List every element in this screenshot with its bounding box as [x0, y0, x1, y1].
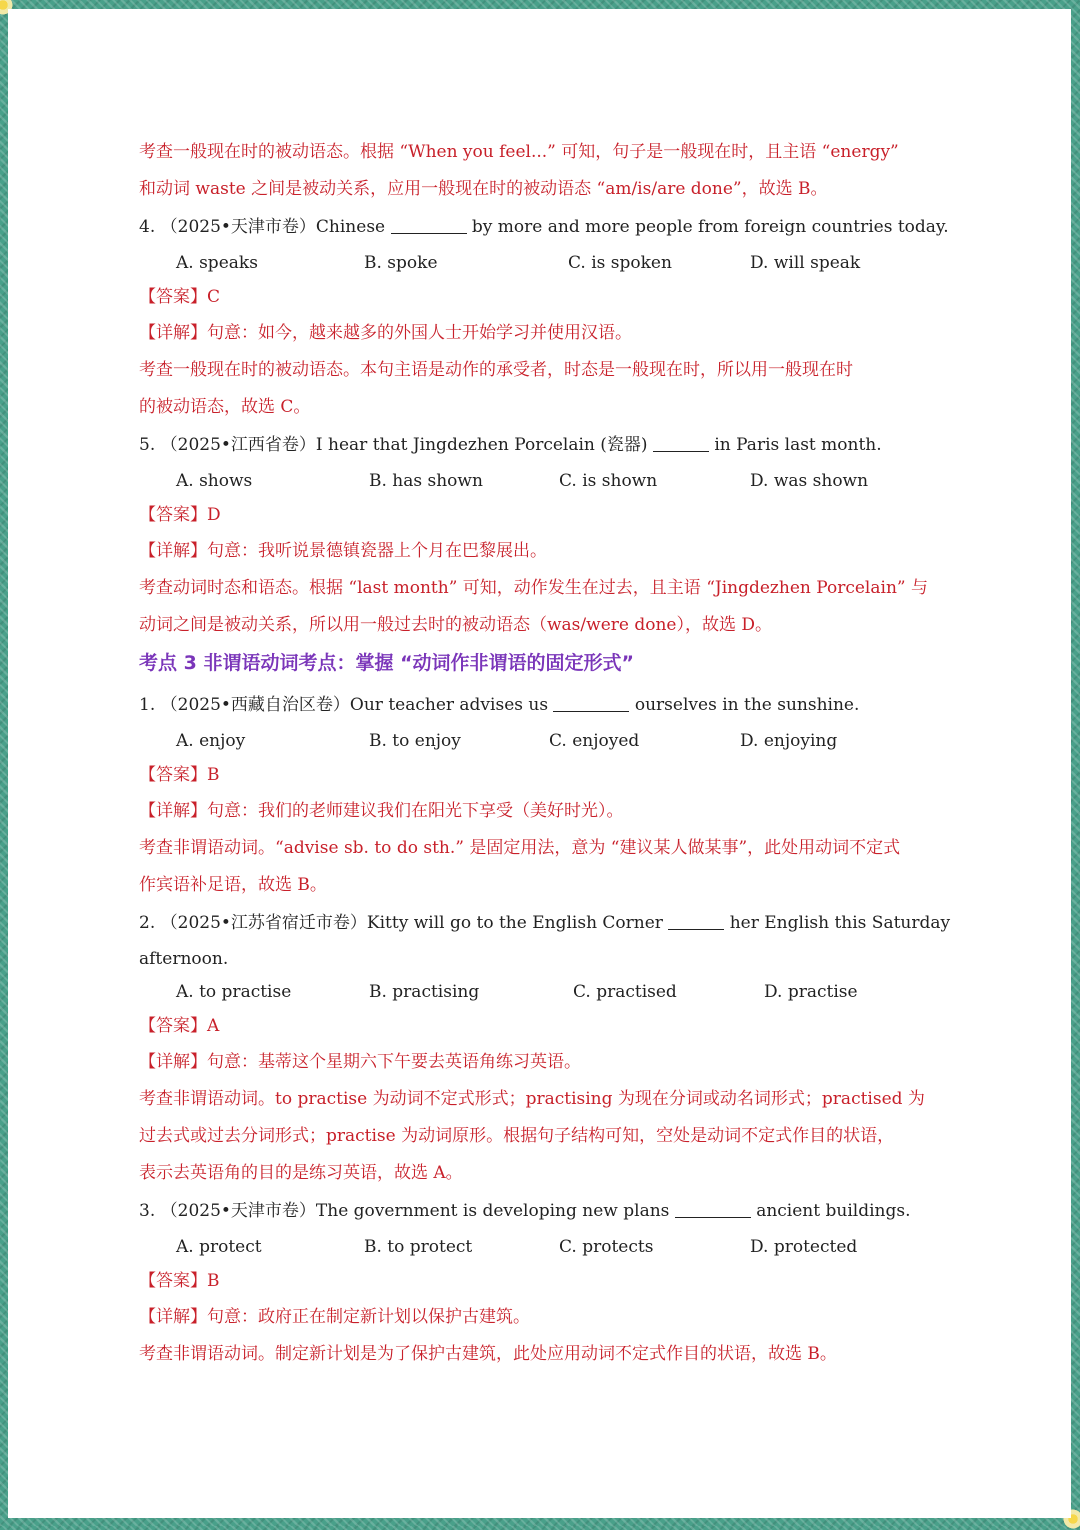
explanation-line: 考查非谓语动词。“advise sb. to do sth.” 是固定用法，意为 “建议某人做某事”，此处用动词不定式 — [139, 838, 901, 858]
explanation-line: 和动词 waste 之间是被动关系，应用一般现在时的被动语态 “am/is/are done”，故选 B。 — [139, 179, 828, 199]
explanation-line: 过去式或过去分词形式；practise 为动词原形。根据句子结构可知，空处是动词不定式作目的状语， — [139, 1126, 895, 1146]
detail-line: 【详解】句意：我们的老师建议我们在阳光下享受（美好时光）。 — [139, 801, 624, 821]
answer-line: 【答案】B — [139, 765, 220, 785]
option-d: D. will speak — [750, 253, 861, 273]
document-page — [8, 9, 1071, 1518]
question-4: 4. （2025•天津市卷）Chinese by more and more people from foreign countries today. — [139, 217, 949, 237]
detail-line: 【详解】句意：政府正在制定新计划以保护古建筑。 — [139, 1307, 530, 1327]
explanation-line: 考查非谓语动词。to practise 为动词不定式形式；practising 为现在分词或动名词形式；practised 为 — [139, 1089, 925, 1109]
option-d: D. was shown — [750, 471, 869, 491]
detail-line: 【详解】句意：如今，越来越多的外国人士开始学习并使用汉语。 — [139, 323, 632, 343]
option-d: D. practise — [764, 982, 858, 1002]
explanation-line: 考查动词时态和语态。根据 “last month” 可知，动作发生在过去，且主语 “Jingdezhen Porcelain” 与 — [139, 578, 928, 598]
option-c: C. enjoyed — [549, 731, 640, 751]
option-a: A. shows — [176, 471, 253, 491]
option-d: D. protected — [750, 1237, 858, 1257]
answer-blank — [675, 1201, 751, 1218]
option-c: C. is shown — [559, 471, 658, 491]
option-d: D. enjoying — [740, 731, 838, 751]
option-b: B. to protect — [364, 1237, 473, 1257]
option-a: A. protect — [176, 1237, 262, 1257]
answer-line: 【答案】A — [139, 1016, 220, 1036]
answer-blank — [668, 913, 724, 930]
option-c: C. is spoken — [568, 253, 672, 273]
question-5: 5. （2025•江西省卷）I hear that Jingdezhen Porcelain (瓷器) in Paris last month. — [139, 435, 882, 455]
detail-line: 【详解】句意：我听说景德镇瓷器上个月在巴黎展出。 — [139, 541, 547, 561]
explanation-line: 考查一般现在时的被动语态。本句主语是动作的承受者，时态是一般现在时，所以用一般现在时 — [139, 360, 853, 380]
option-b: B. has shown — [369, 471, 483, 491]
option-b: B. practising — [369, 982, 480, 1002]
section-heading: 考点 3 非谓语动词考点：掌握 “动词作非谓语的固定形式” — [139, 652, 635, 674]
option-c: C. practised — [573, 982, 677, 1002]
detail-line: 【详解】句意：基蒂这个星期六下午要去英语角练习英语。 — [139, 1052, 581, 1072]
question-2-continued: afternoon. — [139, 949, 229, 969]
question-3: 3. （2025•天津市卷）The government is developing new plans ancient buildings. — [139, 1201, 911, 1221]
option-a: A. to practise — [176, 982, 292, 1002]
option-a: A. speaks — [176, 253, 258, 273]
question-1: 1. （2025•西藏自治区卷）Our teacher advises us ourselves in the sunshine. — [139, 695, 860, 715]
explanation-line: 考查非谓语动词。制定新计划是为了保护古建筑，此处应用动词不定式作目的状语，故选 B。 — [139, 1344, 837, 1364]
option-a: A. enjoy — [176, 731, 246, 751]
option-b: B. spoke — [364, 253, 438, 273]
answer-line: 【答案】D — [139, 505, 221, 525]
answer-line: 【答案】B — [139, 1271, 220, 1291]
answer-blank — [653, 435, 709, 452]
answer-line: 【答案】C — [139, 287, 221, 307]
question-2: 2. （2025•江苏省宿迁市卷）Kitty will go to the English Corner her English this Saturday — [139, 913, 951, 933]
explanation-line: 作宾语补足语，故选 B。 — [139, 875, 327, 895]
option-c: C. protects — [559, 1237, 654, 1257]
explanation-line: 考查一般现在时的被动语态。根据 “When you feel...” 可知，句子是一般现在时，且主语 “energy” — [139, 142, 899, 162]
explanation-line: 的被动语态，故选 C。 — [139, 397, 311, 417]
explanation-line: 动词之间是被动关系，所以用一般过去时的被动语态（was/were done），故选 D。 — [139, 615, 772, 635]
answer-blank — [553, 695, 629, 712]
answer-blank — [391, 217, 467, 234]
explanation-line: 表示去英语角的目的是练习英语，故选 A。 — [139, 1163, 463, 1183]
option-b: B. to enjoy — [369, 731, 461, 751]
